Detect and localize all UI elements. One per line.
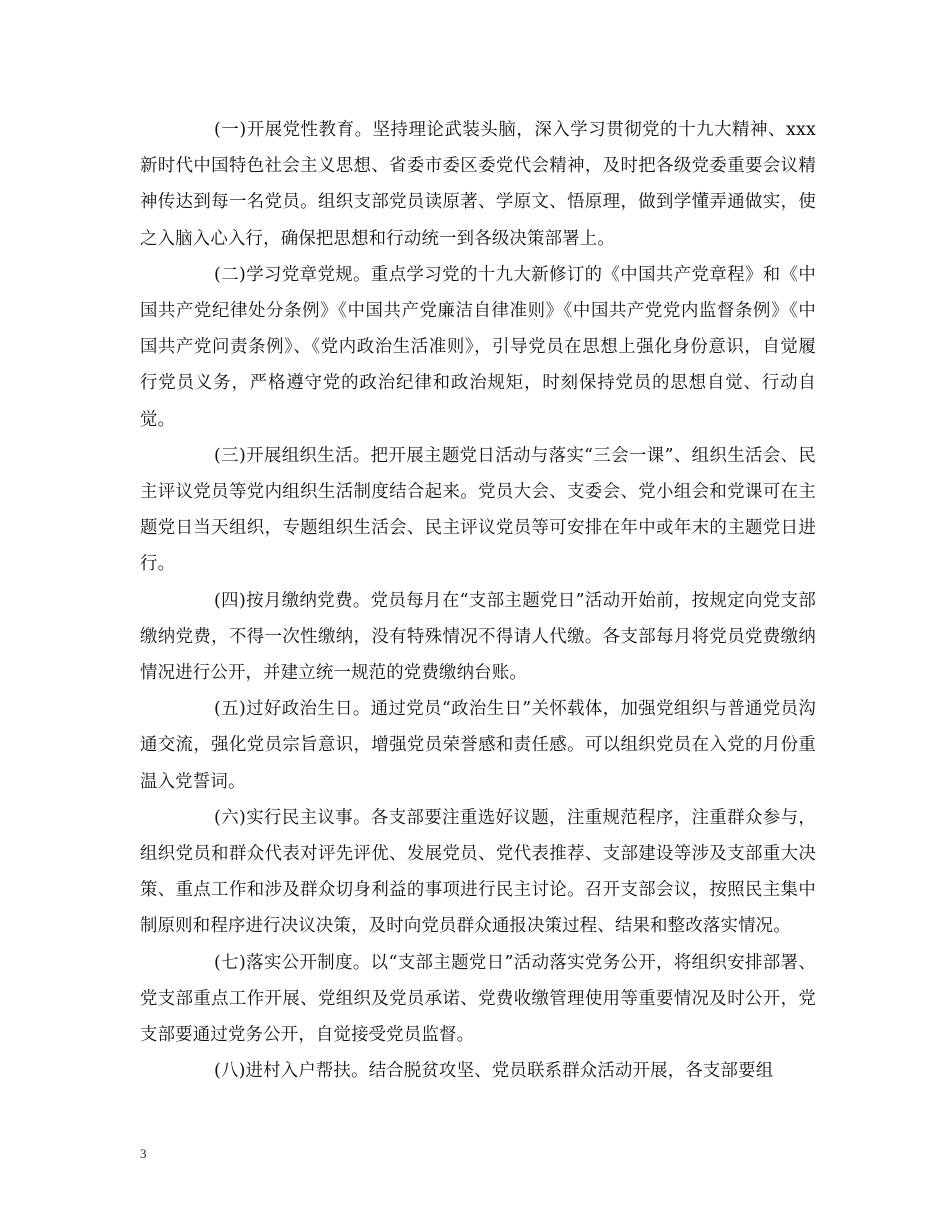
document-body	[140, 112, 816, 1089]
paragraph-disclosure-system: (七)落实公开制度。以“支部主题党日”活动落实党务公开，将组织安排部署、党支部重点工作开展、党组织及党员承诺、党费收缴管理使用等重要情况及时公开，党支部要通过党务公开，自觉接受党员监督。	[140, 952, 816, 1046]
page-number: 3	[140, 1146, 147, 1161]
paragraph-democratic-deliberation: (六)实行民主议事。各支部要注重选好议题，注重规范程序，注重群众参与，组织党员和群众代表对评先评优、发展党员、党代表推荐、支部建设等涉及支部重大决策、重点工作和涉及群众切身利益的事项进行民主讨论。召开支部会议，按照民主集中制原则和程序进行决议决策，及时向党员群众通报决策过程、结果和整改落实情况。	[140, 807, 816, 937]
paragraph-village-assistance: (八)进村入户帮扶。结合脱贫攻坚、党员联系群众活动开展，各支部要组	[214, 1061, 774, 1082]
paragraph-party-education: (一)开展党性教育。坚持理论武装头脑，深入学习贯彻党的十九大精神、xxx新时代中国特色社会主义思想、省委市委区委党代会精神，及时把各级党委重要会议精神传达到每一名党员。组织支部党员读原著、学原文、悟原理，做到学懂弄通做实，使之入脑入心入行，确保把思想和行动统一到各级决策部署上。	[140, 120, 816, 249]
paragraph-political-birthday: (五)过好政治生日。通过党员“政治生日”关怀载体，加强党组织与普通党员沟通交流，强化党员宗旨意识，增强党员荣誉感和责任感。可以组织党员在入党的月份重温入党誓词。	[140, 699, 816, 792]
paragraph-party-dues: (四)按月缴纳党费。党员每月在“支部主题党日”活动开始前，按规定向党支部缴纳党费，不得一次性缴纳，没有特殊情况不得请人代缴。各支部每月将党员党费缴纳情况进行公开，并建立统一规范的党费缴纳台账。	[140, 590, 816, 684]
paragraph-organization-life: (三)开展组织生活。把开展主题党日活动与落实“三会一课”、组织生活会、民主评议党员等党内组织生活制度结合起来。党员大会、支委会、党小组会和党课可在主题党日当天组织，专题组织生活会、民主评议党员等可安排在年中或年末的主题党日进行。	[140, 445, 816, 575]
paragraph-party-rules: (二)学习党章党规。重点学习党的十九大新修订的《中国共产党章程》和《中国共产党纪律处分条例》《中国共产党廉洁自律准则》《中国共产党党内监督条例》《中国共产党问责条例》、《党内政治生活准则》，引导党员在思想上强化身份意识，自觉履行党员义务，严格遵守党的政治纪律和政治规矩，时刻保持党员的思想自觉、行动自觉。	[140, 264, 816, 430]
